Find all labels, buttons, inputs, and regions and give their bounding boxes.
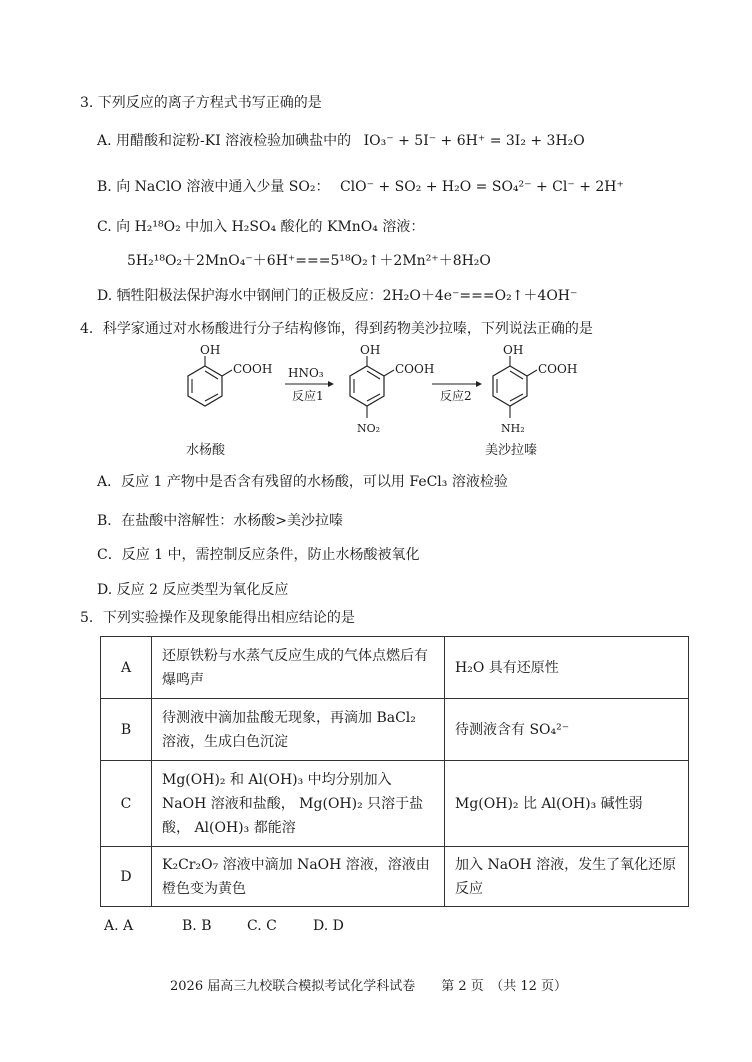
row-key: B [101,699,152,761]
row-key: C [101,761,152,847]
q5-answer-c: C. C [247,918,277,934]
q3-stem: 3. 下列反应的离子方程式书写正确的是 [80,95,322,111]
row-conclusion: 待测液含有 SO₄²⁻ [445,699,689,761]
page-footer: 2026 届高三九校联合模拟考试化学科试卷 第 2 页 （共 12 页） [170,979,568,994]
mesalazine-structure [493,343,577,435]
arrow1-reagent: HNO₃ [288,366,324,380]
q3-option-c: C. 向 H₂¹⁸O₂ 中加入 H₂SO₄ 酸化的 KMnO₄ 溶液： [97,219,425,235]
name-mesalazine: 美沙拉嗪 [485,443,538,458]
cooh-label-3: COOH [538,362,578,376]
q4-option-a: A．反应 1 产物中是否含有残留的水杨酸，可以用 FeCl₃ 溶液检验 [97,474,508,490]
cooh-label-2: COOH [395,362,435,376]
row-operation: 待测液中滴加盐酸无现象，再滴加 BaCl₂ 溶液，生成白色沉淀 [152,699,445,761]
q4-stem: 4．科学家通过对水杨酸进行分子结构修饰，得到药物美沙拉嗪，下列说法正确的是 [80,321,593,337]
q4-option-d: D. 反应 2 反应类型为氧化反应 [97,582,289,598]
q5-table [100,636,689,907]
cooh-label-1: COOH [233,362,273,376]
name-salicylic-acid: 水杨酸 [186,443,226,458]
nh2-label: NH₂ [501,422,525,435]
row-key: D [101,847,152,907]
reaction-scheme [170,340,590,460]
table-row [101,761,689,847]
q3-option-a-eq: IO₃⁻ + 5I⁻ + 6H⁺ = 3I₂ + 3H₂O [363,133,585,149]
q5-answer-a: A. A [104,918,134,934]
row-key: A [101,637,152,699]
row-operation: K₂Cr₂O₇ 溶液中滴加 NaOH 溶液，溶液由橙色变为黄色 [152,847,445,907]
q3-option-b [97,178,624,196]
row-conclusion: H₂O 具有还原性 [445,637,689,699]
row-operation: Mg(OH)₂ 和 Al(OH)₃ 中均分别加入 NaOH 溶液和盐酸， Mg(OH)₂ 只溶于盐酸， Al(OH)₃ 都能溶 [152,761,445,847]
q3-option-b-eq: ClO⁻ + SO₂ + H₂O = SO₄²⁻ + Cl⁻ + 2H⁺ [339,179,624,195]
q3-option-a-text: A. 用醋酸和淀粉-KI 溶液检验加碘盐中的 [97,133,352,149]
salicylic-acid-structure [188,343,272,406]
q5-answer-b: B. B [182,918,212,934]
q5-answer-d: D. D [313,918,344,934]
q3-option-d: D. 牺牲阳极法保护海水中钢闸门的正极反应：2H₂O＋4e⁻===O₂↑＋4OH⁻ [97,288,578,304]
q5-stem: 5．下列实验操作及现象能得出相应结论的是 [80,610,355,626]
q3-option-b-text: B. 向 NaClO 溶液中通入少量 SO₂： [97,179,330,195]
oh-label-2: OH [360,343,381,357]
arrow2-label: 反应2 [440,389,472,403]
row-operation: 还原铁粉与水蒸气反应生成的气体点燃后有爆鸣声 [152,637,445,699]
q4-option-c: C．反应 1 中，需控制反应条件，防止水杨酸被氧化 [97,547,420,563]
nitro-intermediate-structure [350,343,434,435]
table-row [101,847,689,907]
arrow1-label: 反应1 [292,389,324,403]
q4-option-b: B．在盐酸中溶解性：水杨酸>美沙拉嗪 [97,513,344,529]
q3-option-a [97,132,585,150]
table-row [101,637,689,699]
oh-label-3: OH [503,343,524,357]
row-conclusion: 加入 NaOH 溶液，发生了氧化还原反应 [445,847,689,907]
table-row [101,699,689,761]
q3-option-c-eq: 5H₂¹⁸O₂＋2MnO₄⁻＋6H⁺===5¹⁸O₂↑＋2Mn²⁺＋8H₂O [127,253,491,269]
no2-label: NO₂ [357,422,381,435]
oh-label-1: OH [200,343,221,357]
row-conclusion: Mg(OH)₂ 比 Al(OH)₃ 碱性弱 [445,761,689,847]
